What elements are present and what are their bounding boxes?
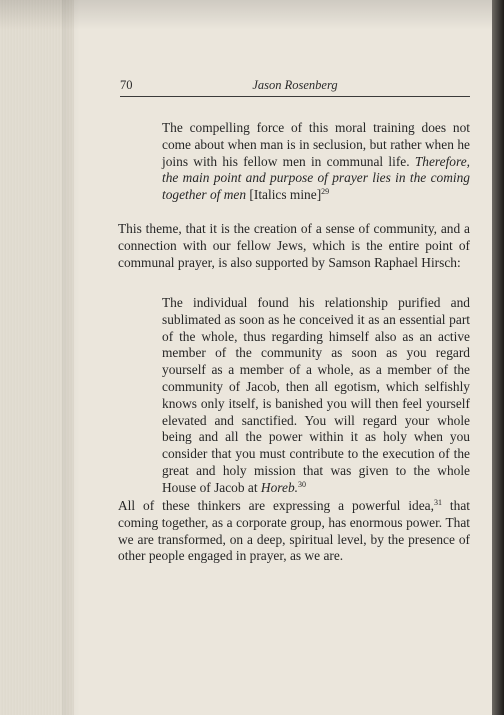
footnote-29: 29 bbox=[321, 187, 330, 197]
page-header bbox=[120, 78, 470, 97]
paragraph-1: This theme, that it is the creation of a sense of community, and a connection with our fellow Jews, which is the entire point of communal prayer, is also supported by Samson Raphael Hirsch: bbox=[118, 221, 470, 270]
footnote-30: 30 bbox=[298, 479, 306, 489]
paragraph-2-text: All of these thinkers are expressing a powerful idea,$^{31}$ that coming together, as a corporate group, has enormous power. That we are transformed, on a deep, spiritual level, by the presence of other people engaged in prayer, as we are. bbox=[118, 498, 471, 564]
quote-2-text: The individual found his relationship purified and sublimated as soon as he conceived it as an essential part of the whole, thus regarding himself also as an active member of the community as soon as you regard yourself as a member of a whole, as a member of the community of Jacob, then all egotism, which selfishly knows only itself, is banished you will then feel yourself elevated and sanctified. You will regard your whole being and all the power within it as holy when you consider that you must contribute to the execution of the great and holy mission that was given to the whole House of Jacob at Horeb.$^{30}$ bbox=[162, 295, 470, 495]
gutter-shadow bbox=[62, 0, 80, 715]
footnote-31: 31 bbox=[433, 498, 442, 507]
block-quote-1 bbox=[162, 120, 470, 204]
right-binding-shadow bbox=[492, 0, 504, 715]
quote-1-italic: Therefore, the main point and purpose of prayer lies in the coming together of men bbox=[162, 153, 470, 203]
quote-2-italic: Horeb. bbox=[260, 479, 298, 495]
quote-1-text: The compelling force of this moral training does not come about when man is in seclusion, but rather when he joins with his fellow men in communal life. Therefore, the main point and purpose of prayer lies in the coming together of men [Italics mine]$^{29}$ bbox=[162, 120, 470, 203]
block-quote-2 bbox=[162, 295, 470, 497]
running-head: Jason Rosenberg bbox=[252, 78, 338, 92]
page-number: 70 bbox=[120, 78, 133, 92]
paragraph-2 bbox=[118, 498, 470, 565]
top-shadow bbox=[0, 0, 504, 30]
